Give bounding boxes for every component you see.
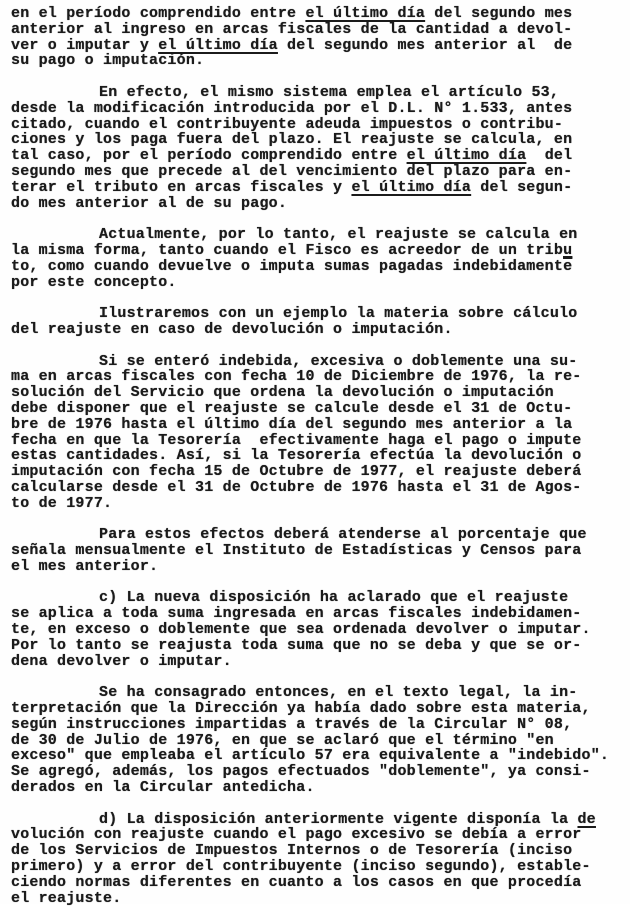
paragraph-7 [11, 590, 622, 669]
text-line: to de 1977. [11, 494, 113, 512]
text-line: el mes anterior. [11, 557, 159, 575]
text-line: Ilustraremos con un ejemplo la materia sobre cálculo [99, 305, 578, 323]
underlined-text: u [563, 241, 573, 259]
text-line: desde la modificación introducida por el D.L. N° 1.533, antes [11, 99, 573, 117]
text-line: ciones y los paga fuera del plazo. El reajuste se calcula, en [11, 131, 573, 149]
text-line: Si se enteró indebida, excesiva o doblemente una su- [99, 352, 578, 370]
document-body [11, 6, 622, 906]
text-line: por este concepto. [11, 273, 177, 291]
paragraph-2 [11, 85, 622, 211]
text-line: dena devolver o imputar. [11, 652, 232, 670]
text-line: Actualmente, por lo tanto, el reajuste se calcula en [99, 226, 578, 244]
underlined-text: el último día [158, 36, 278, 54]
paragraph-5 [11, 354, 622, 512]
text-line: tal caso, por el período comprendido entre el último día del [11, 147, 573, 165]
paragraph-4 [11, 306, 622, 338]
text-line: se aplica a toda suma ingresada en arcas fiscales indebidamen- [11, 605, 582, 623]
text-line: el reajuste. [11, 889, 122, 907]
text-line: volución con reajuste cuando el pago excesivo se debía a error [11, 826, 582, 844]
text-line: de los Servicios de Impuestos Internos o de Tesorería (inciso [11, 842, 573, 860]
text-line: imputación con fecha 15 de Octubre de 1977, el reajuste deberá [11, 463, 582, 481]
text-line: ciendo normas diferentes en cuanto a los casos en que procedía [11, 873, 582, 891]
paragraph-1 [11, 6, 622, 69]
text-line: Se ha consagrado entonces, en el texto legal, la in- [99, 684, 578, 702]
text-line: señala mensualmente el Instituto de Estadísticas y Censos para [11, 542, 582, 560]
text-line: te, en exceso o doblemente que sea ordenada devolver o imputar. [11, 621, 591, 639]
text-line: fecha en que la Tesorería efectivamente haga el pago o impute [11, 431, 582, 449]
overlined-text: $\overline{e}$ [563, 257, 573, 275]
text-line: terar el tributo en arcas fiscales y el último día del segun- [11, 178, 573, 196]
text-line: c) La nueva disposición ha aclarado que el reajuste [99, 589, 569, 607]
text-line: d) La disposición anteriormente vigente disponía la de [99, 810, 596, 828]
text-line: ma en arcas fiscales con fecha 10 de Diciembre de 1976, la re- [11, 368, 582, 386]
text-line: anterior al ingreso en arcas fiscales de la cantidad a devol- [11, 20, 573, 38]
text-line: de 30 de Julio de 1976, en que se aclaró que el término "en [11, 731, 554, 749]
text-line: su pago o imputación. [11, 52, 205, 70]
text-line: En efecto, el mismo sistema emplea el artículo 53, [99, 83, 560, 101]
text-line: del reajuste en caso de devolución o imputación. [11, 320, 453, 338]
underlined-text: el último día [305, 5, 426, 22]
text-line: bre de 1976 hasta el último día del segundo mes anterior a la [11, 415, 573, 433]
underlined-text: el último día [351, 178, 472, 196]
text-line: citado, cuando el contribuyente adeuda impuestos o contribu- [11, 115, 564, 133]
paragraph-9 [11, 812, 622, 907]
text-line: según instrucciones impartidas a través de la Circular N° 08, [11, 715, 573, 733]
text-line: Para estos efectos deberá atenderse al porcentaje que [99, 526, 587, 544]
text-line: Se agregó, además, los pagos efectuados "doblemente", ya consi- [11, 763, 591, 781]
text-line: primero) y a error del contribuyente (inciso segundo), estable- [11, 858, 591, 876]
text-line: to, como cuando devuelve o imputa sumas pagadas $indebidament\overline{e}$ [11, 257, 573, 275]
text-line: segundo mes que precede al del vencimiento del plazo para en- [11, 162, 573, 180]
text-line: do mes anterior al de su pago. [11, 194, 288, 212]
text-line: exceso" que empleaba el artículo 57 era equivalente a "indebido". [11, 747, 610, 765]
text-line: calcularse desde el 31 de Octubre de 1976 hasta el 31 de Agos- [11, 478, 582, 496]
text-line: estas cantidades. Así, si la Tesorería efectúa la devolución o [11, 447, 582, 465]
underlined-text: de [577, 810, 596, 828]
text-line: terpretación que la Dirección ya había dado sobre esta materia, [11, 700, 591, 718]
text-line: solución del Servicio que ordena la devolución o imputación [11, 384, 554, 402]
text-line: Por lo tanto se reajusta toda suma que no se deba y que se or- [11, 636, 582, 654]
paragraph-8 [11, 685, 622, 796]
paragraph-6 [11, 527, 622, 574]
text-line: debe disponer que el reajuste se calcule desde el 31 de Octu- [11, 399, 573, 417]
text-line: en el período comprendido entre el último día del segundo mes [11, 5, 573, 22]
paragraph-3 [11, 227, 622, 290]
text-line: la misma forma, tanto cuando el Fisco es acreedor de un tribu [11, 241, 573, 259]
text-line: ver o imputar y el último día del segundo mes anterior al de [11, 36, 573, 54]
text-line: derados en la Circular antedicha. [11, 779, 315, 797]
underlined-text: el último día [406, 147, 527, 165]
